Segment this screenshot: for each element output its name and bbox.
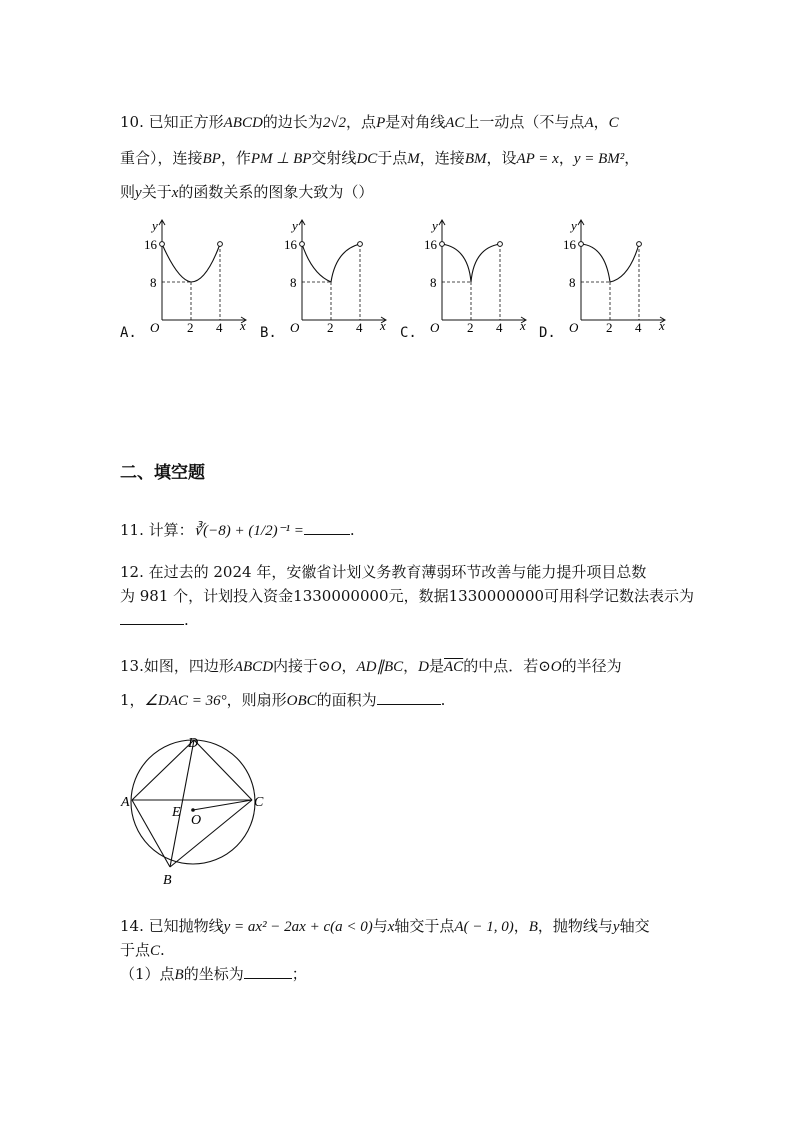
center-point	[191, 808, 195, 812]
text: 关于	[141, 183, 172, 201]
text: 的中点．若⊙	[463, 657, 551, 675]
text: .	[440, 691, 446, 709]
q14-line1	[120, 916, 650, 937]
answer-blank[interactable]	[304, 520, 350, 535]
tick-16: 16	[284, 237, 297, 252]
q12-line3	[120, 610, 189, 630]
tick-8: 8	[569, 275, 576, 290]
text: 轴交于点	[394, 917, 455, 935]
open-point	[300, 242, 305, 247]
text: 则	[120, 183, 136, 201]
text: ，设	[486, 149, 517, 167]
text: 的坐标为	[183, 965, 244, 983]
text: 上一动点（不与点	[464, 113, 585, 131]
text: 1，	[120, 691, 145, 709]
tick-16: 16	[144, 237, 157, 252]
answer-blank[interactable]	[244, 964, 292, 979]
text: （1）点	[120, 965, 175, 983]
tick-2: 2	[606, 320, 613, 335]
math: C	[608, 115, 619, 131]
math: PM ⊥ BP	[250, 151, 312, 167]
axes	[299, 220, 386, 323]
x-label: x	[240, 318, 246, 333]
graph-d	[559, 212, 669, 340]
text: ，	[403, 657, 419, 675]
curve	[442, 244, 500, 282]
label-a: A	[121, 795, 130, 810]
q10-line2	[120, 148, 639, 169]
text: .	[349, 521, 355, 539]
curve	[302, 244, 360, 282]
axes	[439, 220, 526, 323]
answer-blank[interactable]	[377, 690, 441, 705]
origin-label: O	[150, 320, 160, 335]
segment-oc	[193, 800, 252, 810]
tick-2: 2	[327, 320, 334, 335]
text: ，	[341, 657, 357, 675]
text: .	[184, 611, 189, 629]
math: BP	[202, 151, 221, 167]
text: 的半径为	[561, 657, 622, 675]
math: x	[171, 185, 179, 201]
text: ，作	[220, 149, 251, 167]
tick-16: 16	[563, 237, 576, 252]
segment-bc	[170, 800, 252, 867]
text: 于点	[120, 941, 151, 959]
graph-c	[420, 212, 530, 340]
y-label: y	[152, 218, 158, 233]
origin-label: O	[569, 320, 579, 335]
tick-16: 16	[424, 237, 437, 252]
math: P	[376, 115, 386, 131]
math: ∛(−8) + (1/2)⁻¹ =	[193, 523, 304, 539]
circle-figure	[118, 730, 278, 888]
text: 14. 已知抛物线	[120, 917, 224, 935]
math: ABCD	[233, 659, 274, 675]
tick-8: 8	[290, 275, 297, 290]
tick-2: 2	[187, 320, 194, 335]
text: ；	[291, 965, 307, 983]
circle-o	[131, 740, 255, 864]
math: DC	[356, 151, 378, 167]
axes	[578, 220, 665, 323]
math: O	[550, 659, 562, 675]
math: AP = x	[516, 151, 559, 167]
curve	[581, 244, 639, 282]
text: ，	[624, 149, 640, 167]
graph-a	[140, 212, 250, 340]
text: ，	[513, 917, 529, 935]
label-o: O	[191, 813, 202, 828]
math: BM	[464, 151, 487, 167]
math: AD∥BC	[356, 659, 404, 675]
text: ，连接	[419, 149, 465, 167]
axes	[159, 220, 246, 323]
math: x	[387, 919, 395, 935]
math: B	[174, 967, 184, 983]
math: B	[528, 919, 538, 935]
math: A	[584, 115, 594, 131]
x-label: x	[380, 318, 386, 333]
text: 的面积为	[316, 691, 377, 709]
text: 是	[429, 657, 445, 675]
origin-label: O	[290, 320, 300, 335]
option-c-label: C.	[400, 325, 417, 341]
x-label: x	[520, 318, 526, 333]
q10-line1	[120, 112, 619, 133]
text: ，抛物线与	[537, 917, 613, 935]
q12-line2: 为 981 个，计划投入资金1330000000元，数据1330000000可用科学记数法表示为	[120, 587, 695, 605]
math: y = BM²	[573, 151, 625, 167]
math: M	[407, 151, 420, 167]
open-point	[579, 242, 584, 247]
tick-4: 4	[496, 320, 503, 335]
text: 的函数关系的图象大致为（）	[178, 183, 374, 201]
q10-line3	[120, 182, 373, 203]
q13-line1	[120, 656, 622, 677]
y-label: y	[571, 218, 577, 233]
open-point	[498, 242, 503, 247]
text: 重合），连接	[120, 149, 203, 167]
tick-8: 8	[150, 275, 157, 290]
text: 的边长为	[262, 113, 323, 131]
math: y = ax² − 2ax + c(a < 0)	[223, 919, 373, 935]
option-b-label: B.	[260, 325, 277, 341]
curve	[162, 244, 220, 282]
segment-dc	[194, 740, 252, 800]
open-point	[218, 242, 223, 247]
text: 11. 计算：	[120, 521, 194, 539]
open-point	[160, 242, 165, 247]
tick-4: 4	[356, 320, 363, 335]
tick-2: 2	[467, 320, 474, 335]
text: ，点	[346, 113, 377, 131]
answer-blank[interactable]	[120, 610, 184, 625]
open-point	[358, 242, 363, 247]
text: 是对角线	[385, 113, 446, 131]
text: 于点	[377, 149, 408, 167]
y-label: y	[432, 218, 438, 233]
math-arc: $\overline{AC}$	[444, 659, 464, 675]
math: D	[418, 659, 429, 675]
text: 与	[372, 917, 388, 935]
x-label: x	[659, 318, 665, 333]
q12-line1: 12. 在过去的 2024 年，安徽省计划义务教育薄弱环节改善与能力提升项目总数	[120, 563, 647, 581]
text: 轴交	[619, 917, 650, 935]
text: 13.如图，四边形	[120, 657, 234, 675]
text: 交射线	[311, 149, 357, 167]
math: O	[330, 659, 342, 675]
math: ∠DAC = 36°	[144, 693, 227, 709]
section-title: 二、填空题	[120, 463, 205, 483]
math: A( − 1, 0)	[454, 919, 514, 935]
tick-8: 8	[430, 275, 437, 290]
math: C	[150, 943, 161, 959]
origin-label: O	[430, 320, 440, 335]
label-c: C	[254, 795, 264, 810]
text: ，	[593, 113, 609, 131]
label-d: D	[188, 736, 199, 751]
option-a-label: A.	[120, 325, 137, 341]
text: 内接于⊙	[273, 657, 331, 675]
math: OBC	[286, 693, 317, 709]
open-point	[440, 242, 445, 247]
open-point	[637, 242, 642, 247]
y-label: y	[292, 218, 298, 233]
math: AC	[445, 115, 465, 131]
text: ，	[558, 149, 574, 167]
label-e: E	[172, 805, 181, 820]
segment-ab	[132, 800, 170, 867]
q11	[120, 520, 355, 541]
tick-4: 4	[635, 320, 642, 335]
q13-line2	[120, 690, 445, 711]
math: y	[612, 919, 620, 935]
graph-b	[280, 212, 390, 340]
text: 10. 已知正方形	[120, 113, 224, 131]
tick-4: 4	[216, 320, 223, 335]
math: y	[135, 185, 142, 201]
math: ABCD	[223, 115, 263, 131]
label-b: B	[163, 873, 172, 888]
q14-line3	[120, 964, 307, 985]
text: .	[160, 941, 165, 959]
math: 2√2	[322, 115, 347, 131]
q14-line2	[120, 940, 165, 961]
option-d-label: D.	[539, 325, 556, 341]
text: ，则扇形	[226, 691, 287, 709]
